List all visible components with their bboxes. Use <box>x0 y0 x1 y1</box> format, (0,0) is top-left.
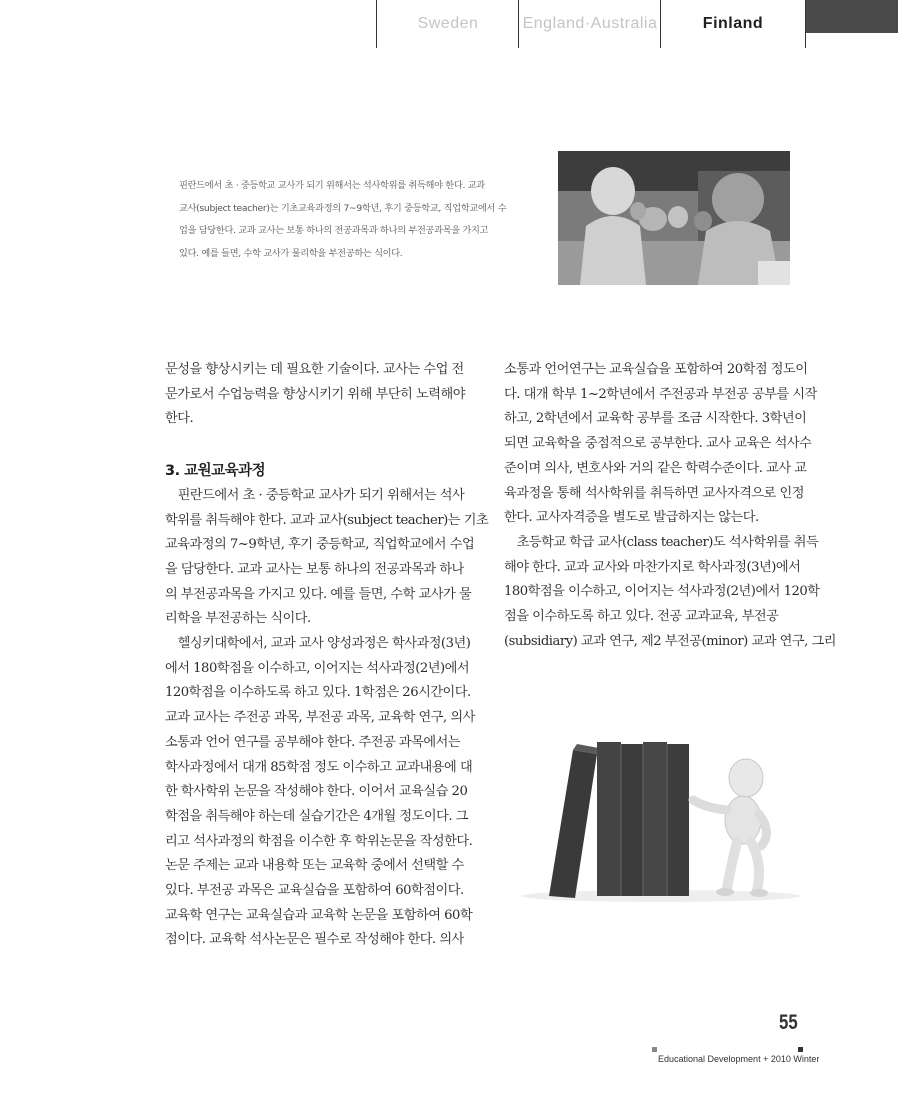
body-text-line: 되면 교육학을 중점적으로 공부한다. 교사 교육은 석사수 <box>504 436 812 452</box>
tab-sweden[interactable]: Sweden <box>376 0 519 48</box>
books-illustration <box>511 738 801 903</box>
body-text-line: 핀란드에서 초 · 중등학교 교사가 되기 위해서는 석사 <box>165 487 465 503</box>
photo-caption <box>179 175 519 265</box>
caption-line: 업을 담당한다. 교과 교사는 보통 하나의 전공과목과 하나의 부전공과목을 가지고 <box>179 225 489 236</box>
body-text-line: 한다. <box>165 411 194 427</box>
body-text-line: 한다. 교사자격증을 별도로 발급하지는 않는다. <box>504 510 759 526</box>
body-text-line: 준이며 의사, 변호사와 거의 같은 학력수준이다. 교사 교 <box>504 460 807 476</box>
footer-square-marker <box>798 1047 803 1052</box>
caption-line: 있다. 예를 들면, 수학 교사가 물리학을 부전공하는 식이다. <box>179 247 403 259</box>
body-text-line: 학위를 취득해야 한다. 교과 교사(subject teacher)는 기초 <box>165 512 489 528</box>
paragraph-gap <box>165 432 467 446</box>
body-text-line: 하고, 2학년에서 교육학 공부를 조금 시작한다. 3학년이 <box>504 411 807 427</box>
body-text-line: 헬싱키대학에서, 교과 교사 양성과정은 학사과정(3년) <box>165 636 471 652</box>
body-text-line: 학사과정에서 대개 85학점 정도 이수하고 교과내용에 대 <box>165 759 473 775</box>
article-column-right <box>504 358 836 654</box>
body-text-line: 120학점을 이수하도록 하고 있다. 1학점은 26시간이다. <box>165 685 471 701</box>
body-text-line: 점이다. 교육학 석사논문은 필수로 작성해야 한다. 의사 <box>165 932 464 948</box>
body-text-line: 소통과 언어 연구를 공부해야 한다. 주전공 과목에서는 <box>165 734 461 750</box>
publication-footer: Educational Development + 2010 Winter <box>658 1054 820 1064</box>
body-text-line: 점을 이수하도록 하고 있다. 전공 교과교육, 부전공 <box>504 609 779 625</box>
body-text-line: 교육학 연구는 교육실습과 교육학 논문을 포함하여 60학 <box>165 907 473 923</box>
article-column-left <box>165 358 489 953</box>
caption-line: 교사(subject teacher)는 기초교육과정의 7~9학년, 후기 중등학교, 직업학교에서 수 <box>179 202 507 214</box>
tab-finland[interactable]: Finland <box>660 0 806 48</box>
page-number: 55 <box>779 1011 798 1034</box>
body-text-line: 에서 180학점을 이수하고, 이어지는 석사과정(2년)에서 <box>165 660 470 676</box>
body-text-line: 교육과정의 7~9학년, 후기 중등학교, 직업학교에서 수업 <box>165 537 475 553</box>
body-text-line: 육과정을 통해 석사학위를 취득하면 교사자격으로 인정 <box>504 485 804 501</box>
region-tab-bar <box>0 0 898 50</box>
header-dark-block <box>806 0 898 33</box>
body-text-line: 의 부전공과목을 가지고 있다. 예를 들면, 수학 교사가 물 <box>165 586 472 602</box>
body-text-line: 소통과 언어연구는 교육실습을 포함하여 20학점 정도이 <box>504 362 808 377</box>
body-text-line: 문성을 향상시키는 데 필요한 기술이다. 교사는 수업 전 <box>165 362 464 377</box>
section-heading: 3. 교원교육과정 <box>165 463 266 480</box>
body-text-line: 초등학교 학급 교사(class teacher)도 석사학위를 취득 <box>504 534 819 550</box>
classroom-photo <box>558 151 790 285</box>
body-text-line: 리학을 부전공하는 식이다. <box>165 611 311 627</box>
body-text-line: 다. 대개 학부 1~2학년에서 주전공과 부전공 공부를 시작 <box>504 386 817 402</box>
body-text-line: 있다. 부전공 과목은 교육실습을 포함하여 60학점이다. <box>165 883 464 899</box>
body-text-line: 한 학사학위 논문을 작성해야 한다. 이어서 교육실습 20 <box>165 784 468 800</box>
books-figure-image <box>511 738 801 903</box>
caption-line: 핀란드에서 초 · 중등학교 교사가 되기 위해서는 석사학위를 취득해야 한다. 교과 <box>179 180 485 191</box>
body-text-line: 을 담당한다. 교과 교사는 보통 하나의 전공과목과 하나 <box>165 561 464 577</box>
body-text-line: 180학점을 이수하고, 이어지는 석사과정(2년)에서 120학 <box>504 584 820 600</box>
body-text-line: 문가로서 수업능력을 향상시키기 위해 부단히 노력해야 <box>165 386 465 402</box>
footer-square-marker <box>652 1047 657 1052</box>
body-text-line: 학점을 취득해야 하는데 실습기간은 4개월 정도이다. 그 <box>165 808 468 824</box>
body-text-line: 해야 한다. 교과 교사와 마찬가지로 학사과정(3년)에서 <box>504 559 801 575</box>
body-text-line: 논문 주제는 교과 내용학 또는 교육학 중에서 선택할 수 <box>165 858 464 874</box>
tab-england-australia[interactable]: England·Australia <box>518 0 661 48</box>
body-text-line: 리고 석사과정의 학점을 이수한 후 학위논문을 작성한다. <box>165 833 473 849</box>
classroom-photo-image <box>558 151 790 285</box>
body-text-line: 교과 교사는 주전공 과목, 부전공 과목, 교육학 연구, 의사 <box>165 710 475 726</box>
body-text-line: (subsidiary) 교과 연구, 제2 부전공(minor) 교과 연구, 그리 <box>504 633 836 649</box>
